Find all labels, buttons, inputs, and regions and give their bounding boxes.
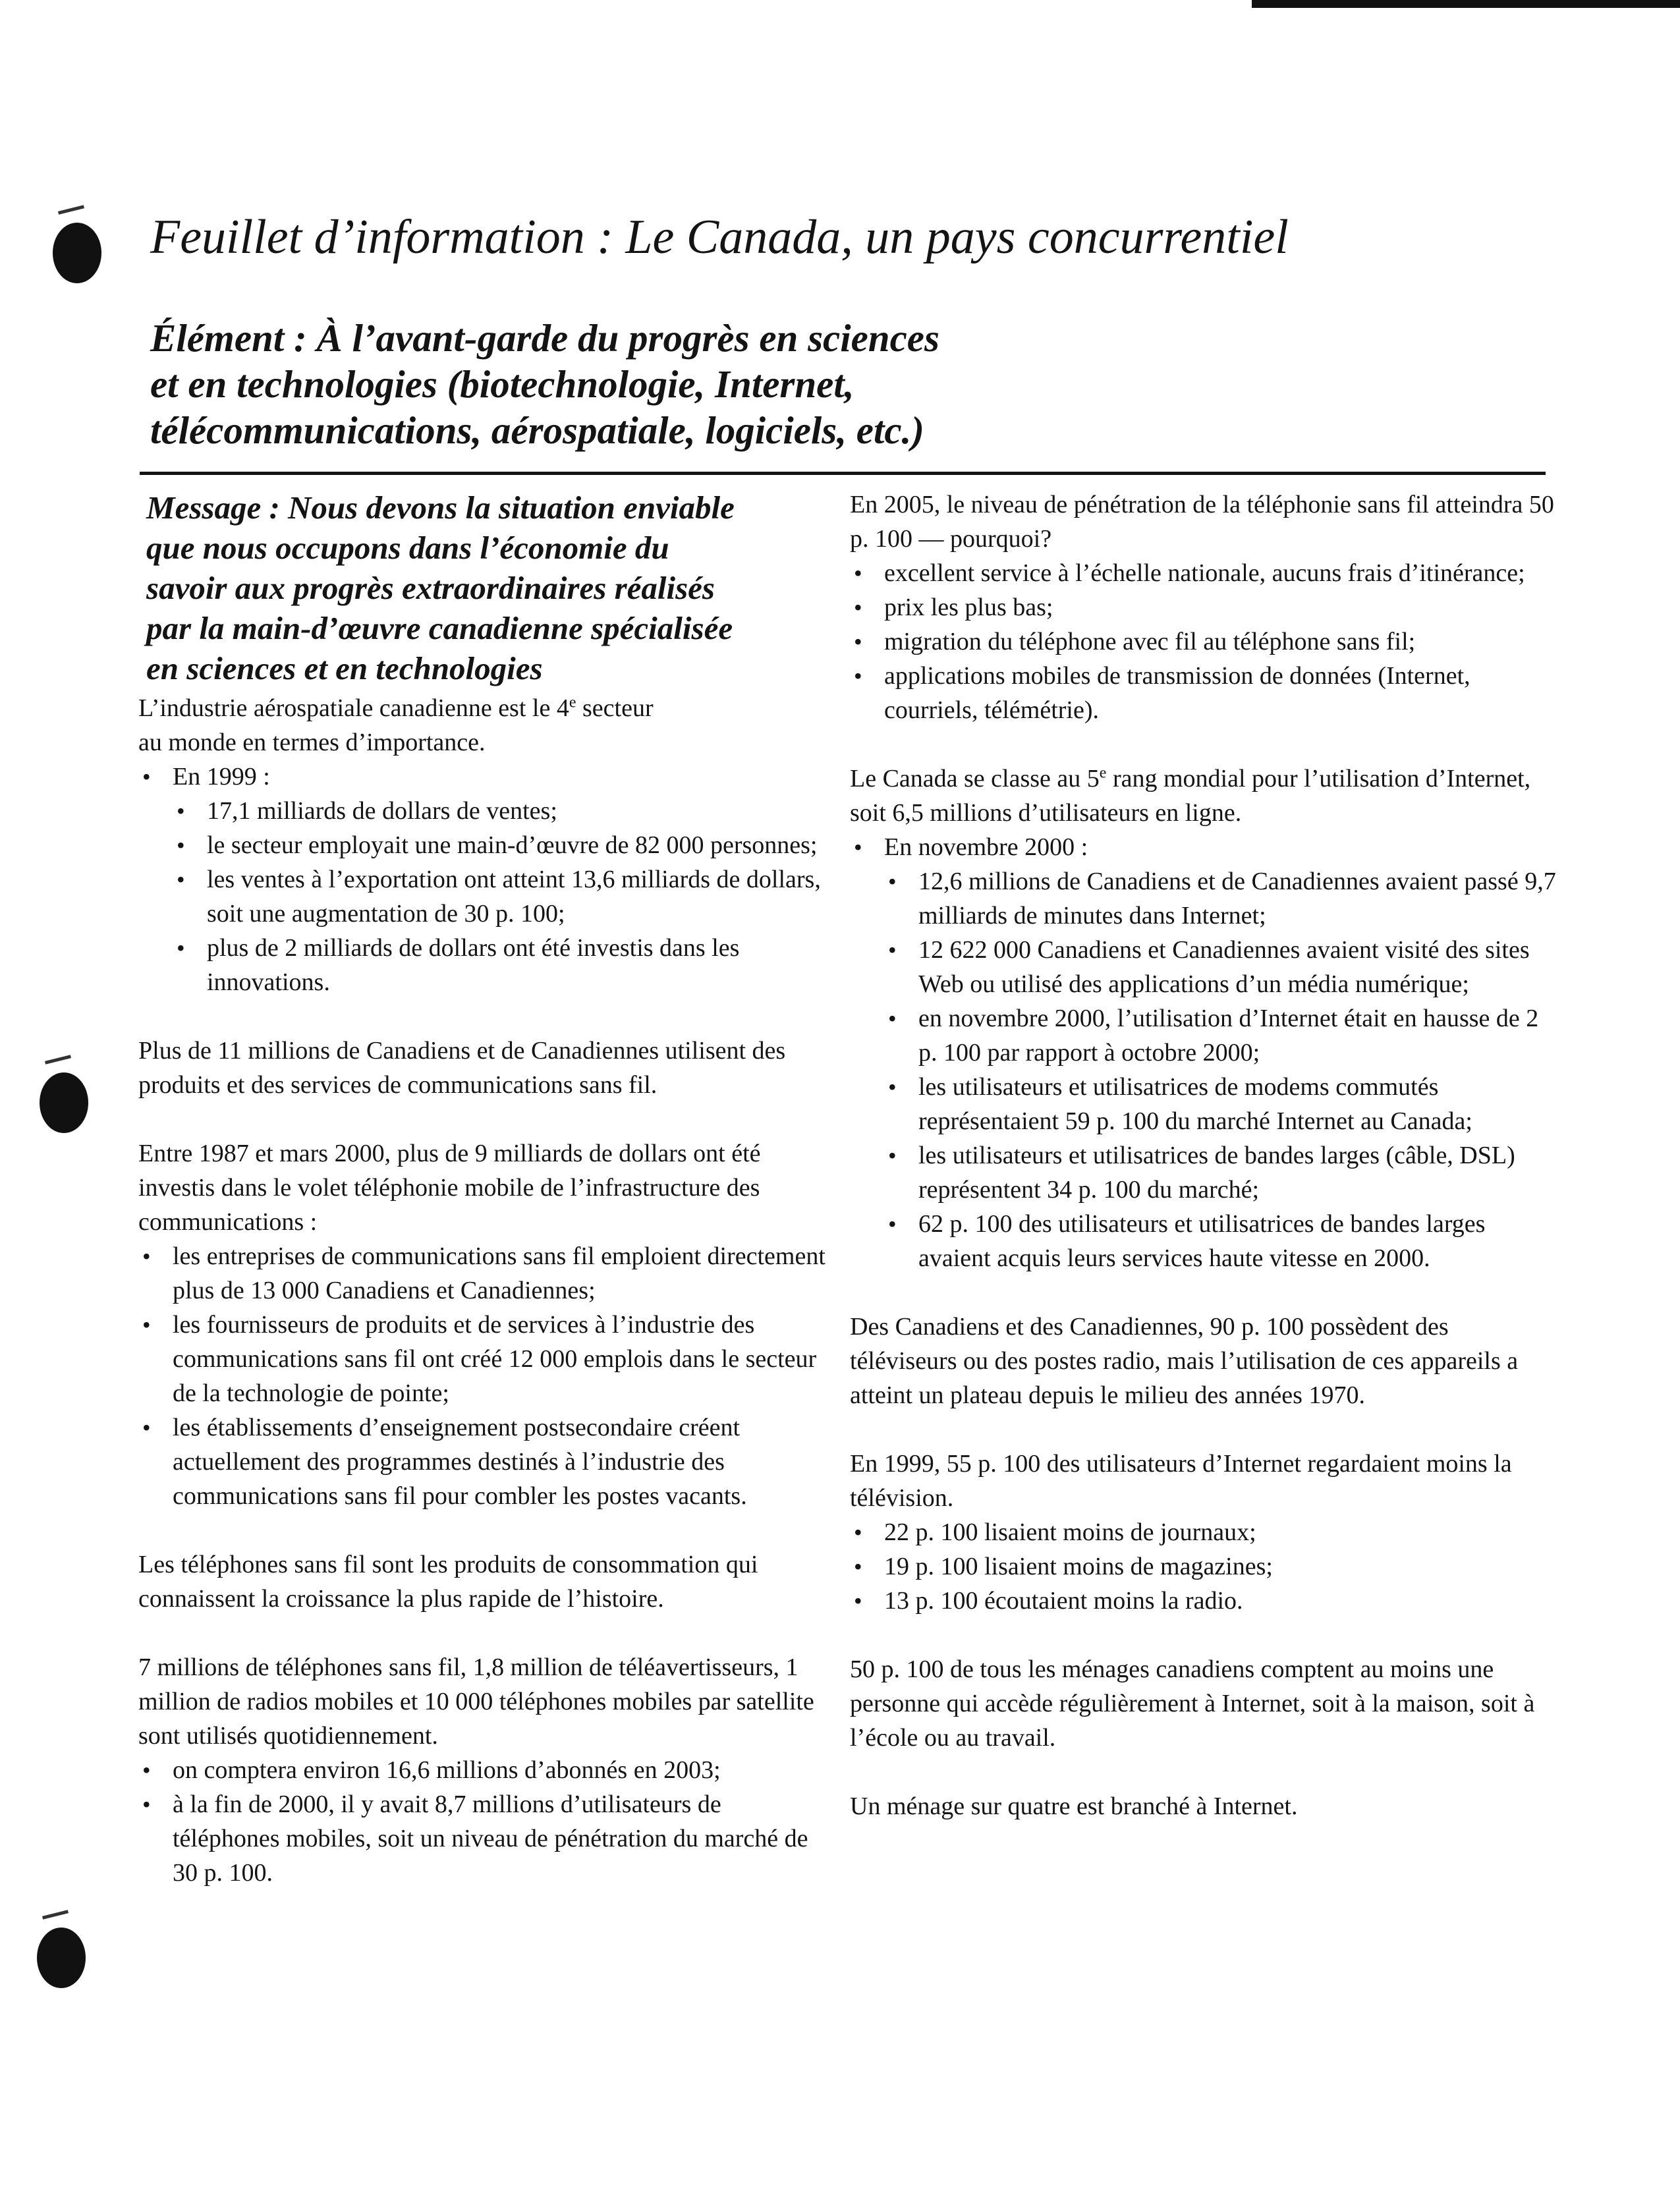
message-line: en sciences et en technologies — [146, 650, 543, 686]
scan-edge-bar — [1252, 0, 1680, 8]
tv-radio-paragraph: Des Canadiens et des Canadiennes, 90 p. 100 possèdent des téléviseurs ou des postes radio, mais l’utilisation de ces appareils a atteint un plateau depuis le milieu des années 1970. — [850, 1313, 1519, 1409]
penetration-intro: En 2005, le niveau de pénétration de la téléphonie sans fil atteindra 50 p. 100 — pourquoi? — [850, 491, 1554, 553]
growth-paragraph: Les téléphones sans fil sont les produits de consommation qui connaissent la croissance la plus rapide de l’histoire. — [138, 1551, 758, 1613]
punch-hole-top — [53, 223, 101, 283]
list-item: • à la fin de 2000, il y avait 8,7 millions d’utilisateurs de téléphones mobiles, soit un niveau de pénétration du marché de 30 p. 100. — [138, 1787, 830, 1890]
investment-list — [138, 1239, 830, 1513]
investment-intro: Entre 1987 et mars 2000, plus de 9 milliards de dollars ont été investis dans le volet téléphonie mobile de l’infrastructure des communications : — [138, 1140, 761, 1236]
list-item: • excellent service à l’échelle nationale, aucuns frais d’itinérance; — [850, 556, 1561, 590]
list-item: • les fournisseurs de produits et de services à l’industrie des communications sans fil ont créé 12 000 emplois dans le secteur de la technologie de pointe; — [138, 1308, 830, 1410]
list-item: • 12,6 millions de Canadiens et de Canadiennes avaient passé 9,7 milliards de minutes dans Internet; — [884, 864, 1561, 933]
list-item: • le secteur employait une main-d’œuvre de 82 000 personnes; — [173, 828, 830, 862]
left-column — [138, 487, 830, 1890]
list-item: • 17,1 milliards de dollars de ventes; — [173, 794, 830, 828]
daily-use-list — [138, 1753, 830, 1890]
list-item: • les entreprises de communications sans fil emploient directement plus de 13 000 Canadiens et Canadiennes; — [138, 1239, 830, 1308]
list-item: • les utilisateurs et utilisatrices de bandes larges (câble, DSL) représentent 34 p. 100 du marché; — [884, 1138, 1561, 1207]
aero-intro: L’industrie aérospatiale canadienne est le 4e secteur au monde en termes d’importance. — [138, 694, 654, 756]
internet-rank-paragraph: Le Canada se classe au 5e rang mondial pour l’utilisation d’Internet, soit 6,5 millions d’utilisateurs en ligne. — [850, 764, 1531, 827]
households-paragraph: 50 p. 100 de tous les ménages canadiens comptent au moins une personne qui accède régulièrement à Internet, soit à la maison, soit à l’école ou au travail. — [850, 1655, 1535, 1752]
punch-hole-bottom — [37, 1928, 86, 1988]
one-in-four-paragraph: Un ménage sur quatre est branché à Internet. — [850, 1792, 1298, 1820]
list-item: • 12 622 000 Canadiens et Canadiennes avaient visité des sites Web ou utilisé des applications d’un média numérique; — [884, 933, 1561, 1001]
list-item: • 22 p. 100 lisaient moins de journaux; — [850, 1515, 1561, 1549]
list-item: • les utilisateurs et utilisatrices de modems commutés représentaient 59 p. 100 du marché Internet au Canada; — [884, 1070, 1561, 1138]
list-item: • En 1999 : • 17,1 milliards de dollars de ventes; • le secteur employait une main-d’œuvre de 82 000 personnes; • les ventes à l’exportation ont atteint 13,6 milliards de dollars, soit une augmentation de 30 p. 100; • plus de 2 milliards de dollars ont été investis dans les innovations. — [138, 760, 830, 999]
penetration-list — [850, 556, 1561, 727]
list-item: • migration du téléphone avec fil au téléphone sans fil; — [850, 625, 1561, 659]
page-title: Feuillet d’information : Le Canada, un pays concurrentiel — [150, 210, 1289, 264]
list-item: • 62 p. 100 des utilisateurs et utilisatrices de bandes larges avaient acquis leurs services haute vitesse en 2000. — [884, 1207, 1561, 1275]
wireless-users-paragraph: Plus de 11 millions de Canadiens et de Canadiennes utilisent des produits et des services de communications sans fil. — [138, 1037, 786, 1099]
list-item: • on comptera environ 16,6 millions d’abonnés en 2003; — [138, 1753, 830, 1787]
header-divider — [140, 472, 1546, 475]
list-item: • les établissements d’enseignement postsecondaire créent actuellement des programmes destinés à l’industrie des communications sans fil pour combler les postes vacants. — [138, 1410, 830, 1513]
media-list — [850, 1515, 1561, 1618]
message-line: par la main-d’œuvre canadienne spécialisée — [146, 610, 733, 646]
list-item: • en novembre 2000, l’utilisation d’Internet était en hausse de 2 p. 100 par rapport à octobre 2000; — [884, 1001, 1561, 1070]
daily-use-paragraph: 7 millions de téléphones sans fil, 1,8 million de téléavertisseurs, 1 million de radios mobiles et 10 000 téléphones mobiles par satellite sont utilisés quotidiennement. — [138, 1653, 814, 1750]
element-line: Élément : À l’avant-garde du progrès en sciences — [150, 316, 939, 360]
aero-list — [138, 760, 830, 999]
element-heading — [150, 315, 1402, 453]
list-item: • En novembre 2000 : • 12,6 millions de Canadiens et de Canadiennes avaient passé 9,7 milliards de minutes dans Internet; • 12 622 000 Canadiens et Canadiennes avaient visité des sites Web ou utilisé des applications d’un média numérique; • en novembre 2000, l’utilisation d’Internet était en hausse de 2 p. 100 par rapport à octobre 2000; • les utilisateurs et utilisatrices de modems commutés représentaient 59 p. 100 du marché Internet au Canada; • les utilisateurs et utilisatrices de bandes larges (câble, DSL) représentent 34 p. 100 du marché; • 62 p. 100 des utilisateurs et utilisatrices de bandes larges avaient acquis leurs services haute vitesse en 2000. — [850, 830, 1561, 1275]
right-column — [850, 487, 1561, 1858]
element-line: et en technologies (biotechnologie, Internet, — [150, 362, 854, 406]
element-line: télécommunications, aérospatiale, logiciels, etc.) — [150, 408, 924, 452]
message-line: Message : Nous devons la situation enviable — [146, 489, 735, 526]
message-line: savoir aux progrès extraordinaires réalisés — [146, 570, 715, 606]
tv-1999-paragraph: En 1999, 55 p. 100 des utilisateurs d’Internet regardaient moins la télévision. — [850, 1450, 1512, 1512]
punch-hole-middle — [40, 1072, 88, 1133]
list-item: • prix les plus bas; — [850, 590, 1561, 625]
message-line: que nous occupons dans l’économie du — [146, 530, 669, 566]
message-heading — [146, 487, 830, 688]
list-item: • 19 p. 100 lisaient moins de magazines; — [850, 1549, 1561, 1584]
list-item: • plus de 2 milliards de dollars ont été investis dans les innovations. — [173, 931, 830, 999]
november-list — [850, 830, 1561, 1275]
list-item: • les ventes à l’exportation ont atteint 13,6 milliards de dollars, soit une augmentation de 30 p. 100; — [173, 862, 830, 931]
list-item: • applications mobiles de transmission de données (Internet, courriels, télémétrie). — [850, 659, 1561, 727]
list-item: • 13 p. 100 écoutaient moins la radio. — [850, 1584, 1561, 1618]
